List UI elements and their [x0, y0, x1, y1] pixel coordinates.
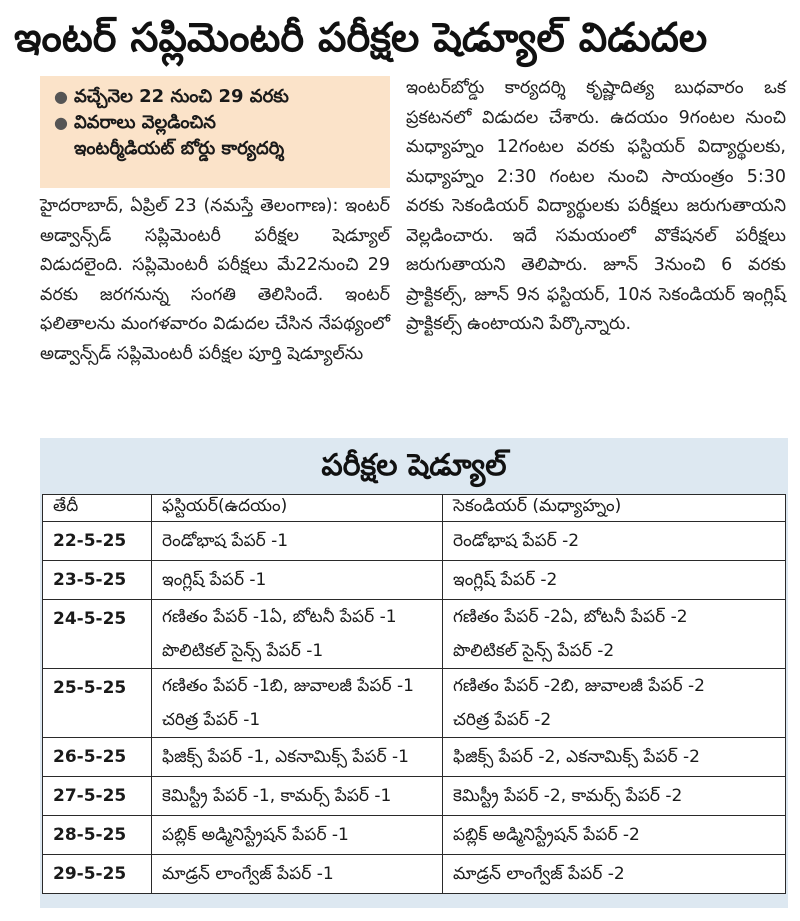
headline: ఇంటర్ సప్లిమెంటరీ పరీక్షల షెడ్యూల్ విడుదల — [14, 15, 708, 61]
table-row — [43, 855, 786, 894]
table-row — [43, 777, 786, 816]
highlight-text: వచ్చేనెల 22 నుంచి 29 వరకు — [74, 86, 289, 107]
table-row — [43, 600, 786, 669]
schedule-title: పరీక్షల షెడ్యూల్ — [321, 448, 507, 483]
first-year-paper: గణితం పేపర్ -1బి, జువాలజీ పేపర్ -1 — [162, 676, 414, 696]
first-year-paper-cell — [152, 777, 443, 816]
first-year-paper: ఇంగ్లిష్ పేపర్ -1 — [162, 570, 267, 590]
first-year-paper-cell — [152, 561, 443, 600]
second-year-paper-cell — [443, 777, 786, 816]
first-year-paper-cell — [152, 855, 443, 894]
second-year-paper-cell — [443, 600, 786, 669]
first-year-paper: కెమిస్ట్రీ పేపర్ -1, కామర్స్ పేపర్ -1 — [162, 786, 392, 806]
highlight-text: వివరాలు వెల్లడించిన — [74, 112, 216, 133]
schedule-body — [43, 522, 786, 894]
schedule-header-row — [43, 495, 786, 522]
article-left-column: హైదరాబాద్, ఏప్రిల్ 23 (నమస్తే తెలంగాణ): ఇంటర్ అడ్వాన్స్‌డ్ సప్లిమెంటరీ పరీక్షల షెడ్యూల్ విడుదలైంది. సప్లిమెంటరీ పరీక్షలు మే22నుంచి 29 వరకు జరగనున్న సంగతి తెలిసిందే. ఇంటర్ ఫలితాలను మంగళవారం విడుదల చేసిన నేపథ్యంలో అడ్వాన్స్‌డ్ సప్లిమెంటరీ పరీక్షల పూర్తి షెడ్యూల్‌ను — [40, 196, 390, 364]
second-year-paper: ఫిజిక్స్ పేపర్ -2, ఎకనామిక్స్ పేపర్ -2 — [453, 747, 700, 767]
table-row — [43, 669, 786, 738]
table-row — [43, 522, 786, 561]
header-first-year: ఫస్టియర్(ఉదయం) — [152, 495, 443, 522]
article-right-column: ఇంటర్‌బోర్డు కార్యదర్శి కృష్ణాదిత్య బుధవారం ఒక ప్రకటనలో విడుదల చేశారు. ఉదయం 9గంటల నుంచి మధ్యాహ్నం 12గంటల వరకు ఫస్టియర్ విద్యార్థులకు, మధ్యాహ్నం 2:30 గంటల నుంచి సాయంత్రం 5:30 వరకు సెకండియర్ విద్యార్థులకు పరీక్షలు జరుగుతాయని వెల్లడించారు. ఇదే సమయంలో వొకేషనల్ పరీక్షలు జరుగుతాయని తెలిపారు. జూన్ 3నుంచి 6 వరకు ప్రాక్టికల్స్, జూన్ 9న ఫస్టియర్, 10న సెకండియర్ ఇంగ్లిష్ ప్రాక్టికల్స్ ఉంటాయని పేర్కొన్నారు. — [406, 78, 786, 334]
second-year-paper: రెండోభాష పేపర్ -2 — [453, 531, 580, 551]
first-year-paper: పొలిటికల్ సైన్స్ పేపర్ -1 — [162, 641, 324, 661]
first-year-paper: గణితం పేపర్ -1ఏ, బోటనీ పేపర్ -1 — [162, 607, 397, 627]
first-year-paper-cell — [152, 522, 443, 561]
second-year-paper-cell — [443, 816, 786, 855]
second-year-paper: పొలిటికల్ సైన్స్ పేపర్ -2 — [453, 641, 615, 661]
schedule-box — [40, 438, 788, 908]
bullet-icon: ● — [54, 87, 68, 106]
table-row — [43, 738, 786, 777]
exam-date: 26-5-25 — [43, 738, 152, 777]
second-year-paper-cell — [443, 522, 786, 561]
second-year-paper-cell — [443, 738, 786, 777]
table-row — [43, 561, 786, 600]
first-year-paper: చరిత్ర పేపర్ -1 — [162, 710, 261, 730]
first-year-paper: మాడ్రన్ లాంగ్వేజ్ పేపర్ -1 — [162, 864, 334, 884]
highlight-text: ఇంటర్మీడియట్ బోర్డు కార్యదర్శి — [74, 138, 285, 159]
highlight-item — [54, 84, 380, 110]
exam-date: 23-5-25 — [43, 561, 152, 600]
exam-date: 24-5-25 — [43, 600, 152, 669]
first-year-paper-cell — [152, 600, 443, 669]
exam-date: 27-5-25 — [43, 777, 152, 816]
second-year-paper-cell — [443, 669, 786, 738]
schedule-table — [42, 494, 786, 894]
first-year-paper: పబ్లిక్ అడ్మినిస్ట్రేషన్ పేపర్ -1 — [162, 825, 349, 845]
second-year-paper: పబ్లిక్ అడ్మినిస్ట్రేషన్ పేపర్ -2 — [453, 825, 640, 845]
first-year-paper: రెండోభాష పేపర్ -1 — [162, 531, 289, 551]
exam-date: 22-5-25 — [43, 522, 152, 561]
header-date: తేదీ — [43, 495, 152, 522]
second-year-paper-cell — [443, 561, 786, 600]
second-year-paper: గణితం పేపర్ -2బి, జువాలజీ పేపర్ -2 — [453, 676, 705, 696]
second-year-paper: కెమిస్ట్రీ పేపర్ -2, కామర్స్ పేపర్ -2 — [453, 786, 683, 806]
second-year-paper: ఇంగ్లిష్ పేపర్ -2 — [453, 570, 558, 590]
exam-date: 25-5-25 — [43, 669, 152, 738]
highlight-item — [54, 110, 380, 136]
second-year-paper: గణితం పేపర్ -2ఏ, బోటనీ పేపర్ -2 — [453, 607, 688, 627]
first-year-paper-cell — [152, 669, 443, 738]
second-year-paper: చరిత్ర పేపర్ -2 — [453, 710, 552, 730]
exam-date: 29-5-25 — [43, 855, 152, 894]
first-year-paper-cell — [152, 738, 443, 777]
table-row — [43, 816, 786, 855]
bullet-icon: ● — [54, 113, 68, 132]
header-second-year: సెకండియర్ (మధ్యాహ్నం) — [443, 495, 786, 522]
highlights-box — [40, 76, 390, 188]
highlight-text-continued — [54, 136, 380, 162]
second-year-paper-cell — [443, 855, 786, 894]
exam-date: 28-5-25 — [43, 816, 152, 855]
second-year-paper: మాడ్రన్ లాంగ్వేజ్ పేపర్ -2 — [453, 864, 625, 884]
first-year-paper: ఫిజిక్స్ పేపర్ -1, ఎకనామిక్స్ పేపర్ -1 — [162, 747, 409, 767]
first-year-paper-cell — [152, 816, 443, 855]
